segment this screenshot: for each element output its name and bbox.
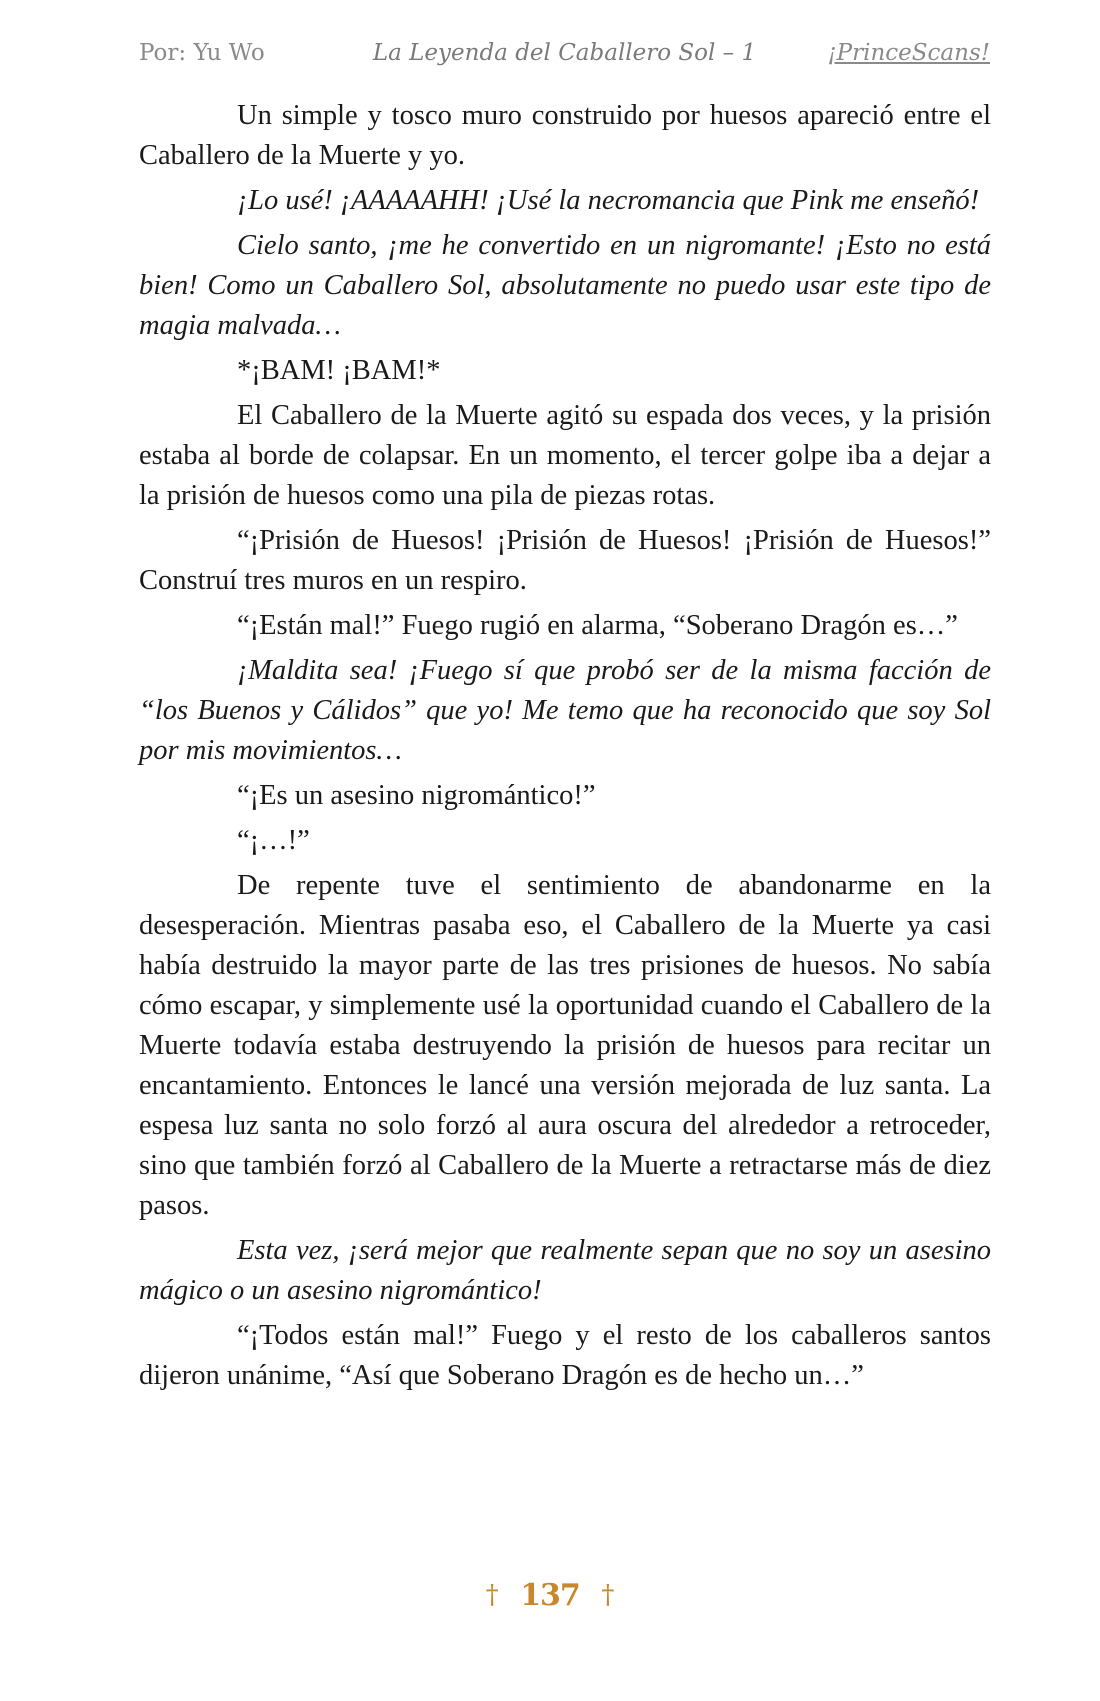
page-header — [139, 40, 990, 74]
cross-ornament-icon: † — [485, 1580, 499, 1610]
paragraph-13: “¡Todos están mal!” Fuego y el resto de los caballeros santos dijeron unánime, “Así que Soberano Dragón es de hecho un…” — [139, 1320, 991, 1391]
paragraph-5: El Caballero de la Muerte agitó su espada dos veces, y la prisión estaba al borde de colapsar. En un momento, el tercer golpe iba a dejar a la prisión de huesos como una pila de piezas rotas. — [139, 400, 991, 511]
header-book-title: La Leyenda del Caballero Sol – 1 — [372, 40, 757, 66]
paragraph-2: ¡Lo usé! ¡AAAAAHH! ¡Usé la necromancia que Pink me enseñó! — [237, 185, 980, 216]
page-body — [139, 96, 991, 1401]
paragraph-11: De repente tuve el sentimiento de abandonarme en la desesperación. Mientras pasaba eso, el Caballero de la Muerte ya casi había destruido la mayor parte de las tres prisiones de huesos. No sabía cómo escapar, y simplemente usé la oportunidad cuando el Caballero de la Muerte todavía estaba destruyendo la prisión de huesos para recitar un encantamiento. Entonces le lancé una versión mejorada de luz santa. La espesa luz santa no solo forzó al aura oscura del alrededor a retroceder, sino que también forzó al Caballero de la Muerte a retractarse más de diez pasos. — [139, 870, 991, 1221]
header-group-link[interactable]: ¡PrinceScans! — [827, 40, 990, 66]
paragraph-4: *¡BAM! ¡BAM!* — [237, 355, 441, 386]
cross-ornament-icon: † — [601, 1580, 615, 1610]
paragraph-12: Esta vez, ¡será mejor que realmente sepan que no soy un asesino mágico o un asesino nigromántico! — [139, 1235, 991, 1306]
paragraph-9: “¡Es un asesino nigromántico!” — [237, 780, 596, 811]
paragraph-3: Cielo santo, ¡me he convertido en un nigromante! ¡Esto no está bien! Como un Caballero Sol, absolutamente no puedo usar este tipo de magia malvada… — [139, 230, 991, 341]
paragraph-7: “¡Están mal!” Fuego rugió en alarma, “Soberano Dragón es…” — [237, 610, 958, 641]
page-footer — [0, 1576, 1100, 1613]
paragraph-1: Un simple y tosco muro construido por huesos apareció entre el Caballero de la Muerte y yo. — [139, 100, 991, 171]
paragraph-10: “¡…!” — [237, 825, 310, 856]
paragraph-6: “¡Prisión de Huesos! ¡Prisión de Huesos! ¡Prisión de Huesos!” Construí tres muros en un respiro. — [139, 525, 991, 596]
page-number: 137 — [520, 1577, 580, 1613]
paragraph-8: ¡Maldita sea! ¡Fuego sí que probó ser de la misma facción de “los Buenos y Cálidos” que yo! Me temo que ha reconocido que soy Sol por mis movimientos… — [139, 655, 991, 766]
header-author: Por: Yu Wo — [139, 40, 265, 66]
